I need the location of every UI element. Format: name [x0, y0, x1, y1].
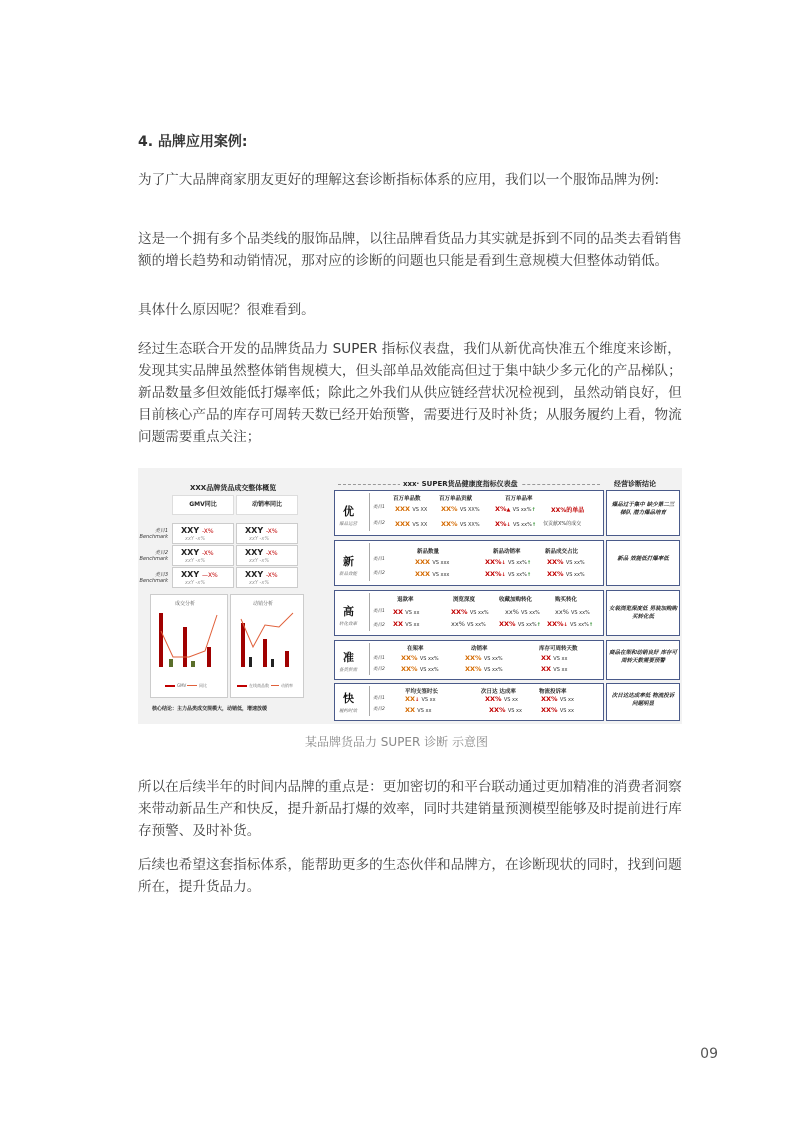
category-label: 类目3 Benchmark — [139, 572, 168, 584]
sellthrough-yoy-header: 动销率同比 — [236, 495, 298, 515]
conclusion-title: 经营诊断结论 — [614, 480, 656, 488]
paragraph-diagnosis: 经过生态联合开发的品牌货品力 SUPER 指标仪表盘，我们从新优高快准五个维度来诊断，发现其实品牌虽然整体销售规模大，但头部单品效能高但过于集中缺少多元化的产品梯队；新品数量多但效能低打爆率低；除此之外我们从供应链经营状况检视到，虽然动销良好，但目前核心产品的库存可周转天数已经开始预警，需要进行及时补货；从服务履约上看，物流问题需要重点关注； — [138, 341, 682, 445]
paragraph-intro: 为了广大品牌商家朋友更好的理解这套诊断指标体系的应用，我们以一个服饰品牌为例: — [138, 172, 660, 188]
kpi-cell: XXY -X% xxY -x% — [236, 523, 298, 544]
legend-swatch — [187, 685, 197, 686]
row-excellent: 优 爆品运营 类目1 类目2 百万单品数 XXX VS XX XXX VS XX 百万单品贡献 XX% VS XX% XX% VS XX% 百万单品率 X%▲ VS xx%↑ X%↓ VS xx%↑ XX%的单品 仅贡献X%的成交 — [334, 490, 604, 536]
kpi-cell: XXY -X% xxY -x% — [172, 523, 234, 544]
figure-caption: 某品牌货品力 SUPER 诊断 示意图 — [304, 735, 488, 749]
category-label: 类目1 Benchmark — [139, 528, 168, 540]
overview-title: XXX品牌货品成交整体概览 — [190, 484, 277, 492]
conclusion-new: 新品 效能低打爆率低 — [606, 540, 680, 586]
legend-swatch — [165, 685, 175, 687]
dashboard-title: xxx· SUPER货品健康度指标仪表盘 — [400, 479, 521, 489]
paragraph-brand: 这是一个拥有多个品类线的服饰品牌，以往品牌看货品力其实就是拆到不同的品类去看销售额的增长趋势和动销情况，那对应的诊断的问题也只能是看到生意规模大但整体动销低。 — [138, 231, 682, 269]
legend-swatch — [237, 685, 247, 687]
conclusion-excellent: 爆品过于集中 缺少第二三梯队 潜力爆品培育 — [606, 490, 680, 536]
kpi-cell: XXY —X% xxY -x% — [172, 567, 234, 588]
gmv-yoy-header: GMV同比 — [172, 495, 234, 515]
sellthrough-analysis-chart: 动销分析 在线商品数 动销率 — [230, 594, 304, 698]
row-fast: 快 履约时效 类目1 类目2 平均支签时长 XX↓ VS xx XX VS xx 次日达 达成率 XX% VS xx XX% VS xx 物流投诉率 XX% VS xx XX% VS xx — [334, 683, 604, 721]
paragraph-closing: 后续也希望这套指标体系，能帮助更多的生态伙伴和品牌方，在诊断现状的同时，找到问题所在，提升货品力。 — [138, 857, 682, 895]
category-label: 类目2 Benchmark — [139, 550, 168, 562]
conclusion-high: 女装浏览深度低 男装加购购买转化低 — [606, 590, 680, 636]
conclusion-accurate: 商品在架和动销良好 库存可周转天数需要预警 — [606, 640, 680, 680]
row-high: 高 转化效率 类目1 类目2 退款率 XX VS xx XX VS xx 浏览深度 XX% VS xx% xx% VS xx% 收藏加购转化 xx% VS xx% XX% VS xx%↑ 购买转化 xx% VS xx% XX%↓ VS xx%↑ — [334, 590, 604, 636]
paragraph-focus: 所以在后续半年的时间内品牌的重点是：更加密切的和平台联动通过更加精准的消费者洞察来带动新品生产和快反，提升新品打爆的效率，同时共建销量预测模型能够及时提前进行库存预警、及时补货。 — [138, 779, 682, 839]
paragraph-question: 具体什么原因呢？很难看到。 — [138, 302, 315, 318]
legend-swatch — [271, 685, 279, 686]
kpi-cell: XXY -X% xxY -x% — [236, 545, 298, 566]
yoy-line — [151, 595, 227, 675]
sellthrough-line — [231, 595, 303, 675]
kpi-cell: XXY -X% xxY -x% — [172, 545, 234, 566]
kpi-cell: XXY -X% xxY -x% — [236, 567, 298, 588]
super-dashboard-figure — [138, 468, 682, 724]
row-new: 新 新品效能 类目1 类目2 新品数量 XXX VS xxx XXX VS xxx 新品动销率 XX%↓ VS xx%↑ XX%↓ VS xx%↑ 新品成交占比 XX% VS xx% XX% VS xx% — [334, 540, 604, 586]
page-number: 09 — [700, 1046, 718, 1062]
core-conclusion: 核心结论：主力品类成交规模大，动销低，增速放缓 — [152, 706, 268, 712]
section-heading: 4. 品牌应用案例: — [138, 134, 248, 150]
sales-analysis-chart: 成交分析 GMV 同比 — [150, 594, 228, 698]
conclusion-fast: 次日达达成率低 物流投诉问题明显 — [606, 683, 680, 721]
row-accurate: 准 备货供需 类目1 类目2 在架率 XX% VS xx% XX% VS xx% 动销率 XX% VS xx% XX% VS xx% 库存可周转天数 XX VS xx XX VS xx — [334, 640, 604, 680]
